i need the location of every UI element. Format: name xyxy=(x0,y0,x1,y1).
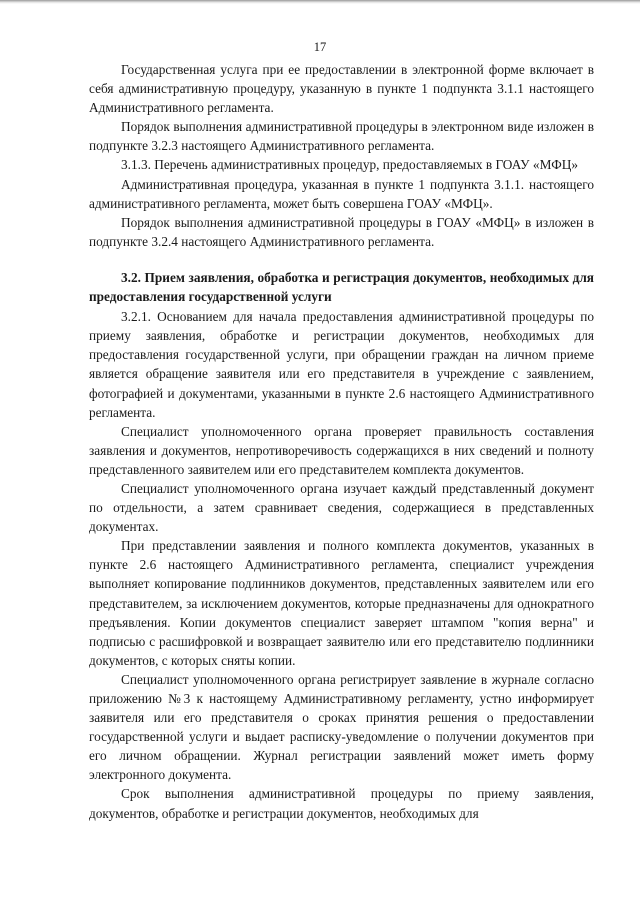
paragraph: Государственная услуга при ее предоставлении в электронной форме включает в себя административную процедуру, указанную в пункте 1 подпункта 3.1.1 настоящего Административного регламента. xyxy=(89,62,594,116)
paragraph: Специалист уполномоченного органа изучает каждый представленный документ по отдельности, а затем сравнивает сведения, содержащиеся в представленных документах. xyxy=(89,480,594,535)
paragraph: Срок выполнения административной процедуры по приему заявления, документов, обработке и регистрации документов, необходимых для xyxy=(89,786,594,821)
scan-edge-shadow xyxy=(0,0,640,4)
paragraph: При представлении заявления и полного комплекта документов, указанных в пункте 2.6 настоящего Административного регламента, специалист учреждения выполняет копирование подлинников документов, представленных заявителем или его представителем, за исключением документов, которые предназначены для однократного предъявления. Копии документов специалист заверяет штампом "копия верна" и подписью с расшифровкой и возвращает заявителю или его представителю подлинники документов, с которых сняты копии. xyxy=(89,538,594,668)
document-body xyxy=(89,60,594,823)
paragraph: Специалист уполномоченного органа регистрирует заявление в журнале согласно приложению №3 к настоящему Административному регламенту, устно информирует заявителя или его представителя о сроках принятия решения о предоставлении государственной услуги и выдает расписку-уведомление о получении документов при его личном обращении. Журнал регистрации заявлений может иметь форму электронного документа. xyxy=(89,671,594,783)
paragraph: Порядок выполнения административной процедуры в электронном виде изложен в подпункте 3.2.3 настоящего Административного регламента. xyxy=(89,119,594,154)
paragraph: Специалист уполномоченного органа проверяет правильность составления заявления и документов, непротиворечивость содержащихся в них сведений и полноту представленного заявителем или его представителем комплекта документов. xyxy=(89,423,594,477)
paragraph: 3.1.3. Перечень административных процедур, предоставляемых в ГОАУ «МФЦ» xyxy=(121,157,578,173)
paragraph: Порядок выполнения административной процедуры в ГОАУ «МФЦ» в изложен в подпункте 3.2.4 настоящего Административного регламента. xyxy=(89,214,594,249)
paragraph: Административная процедура, указанная в пункте 1 подпункта 3.1.1. настоящего административного регламента, может быть совершена ГОАУ «МФЦ». xyxy=(89,176,594,211)
paragraph: 3.2.1. Основанием для начала предоставления административной процедуры по приему заявления, обработке и регистрации документов, необходимых для предоставления государственной услуги, при обращении граждан на личном приеме является обращение заявителя или его представителя в учреждение с заявлением, фотографией и документами, указанными в пункте 2.6 настоящего Административного регламента. xyxy=(89,309,594,420)
page-number: 17 xyxy=(313,40,327,54)
section-heading: 3.2. Прием заявления, обработка и регистрация документов, необходимых для предоставления государственной услуги xyxy=(89,269,594,305)
